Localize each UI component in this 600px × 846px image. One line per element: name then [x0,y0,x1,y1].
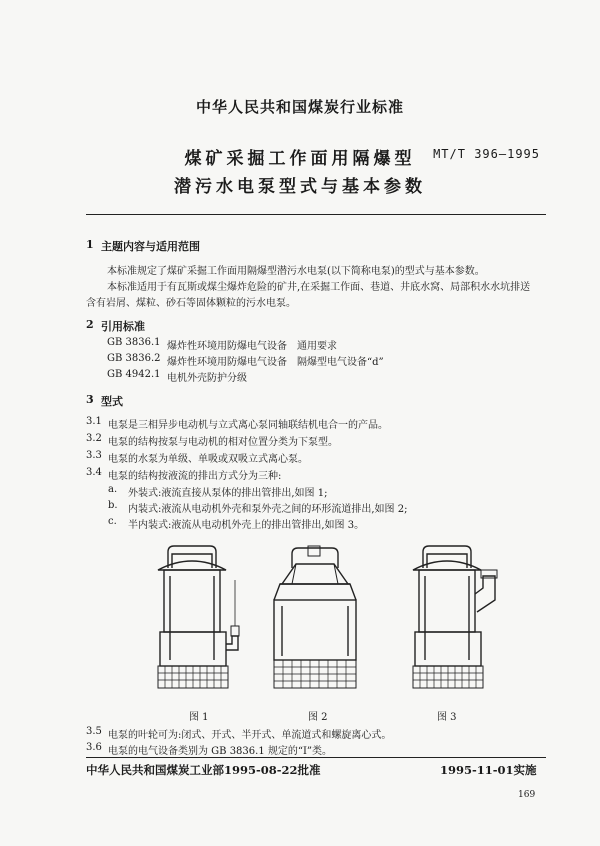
header-rule [86,214,546,215]
section-1-para-2-line-2: 含有岩屑、煤粒、砂石等固体颗粒的污水电泵。 [86,298,296,309]
clause-text: 电泵是三相异步电动机与立式离心泵同轴联结机电合一的产品。 [108,420,388,431]
section-3-heading: 型式 [101,395,123,408]
clause-text: 电泵的结构按泵与电动机的相对位置分类为下泵型。 [108,437,338,448]
clause-text: 电泵的叶轮可为:闭式、开式、半开式、单流道式和螺旋离心式。 [108,730,392,741]
figure-2-internal-discharge-pump [260,540,370,705]
footer-rule [86,757,546,758]
subitem-label: a. [108,484,118,495]
clause-number: 3.1 [86,416,102,427]
section-2-number: 2 [86,318,94,331]
standard-number: MT/T 396—1995 [433,147,540,161]
section-1-heading: 主题内容与适用范围 [101,240,200,253]
issuing-authority-header: 中华人民共和国煤炭行业标准 [195,98,404,116]
clause-text: 电泵的电气设备类别为 GB 3836.1 规定的“I”类。 [108,746,333,757]
ref-title: 爆炸性环境用防爆电气设备 隔爆型电气设备“d” [167,357,384,368]
subitem-text: 外装式:液流直接从泵体的排出管排出,如图 1; [128,488,328,499]
clause-number: 3.6 [86,742,102,753]
figure-3-semi-internal-discharge-pump [395,540,505,705]
subitem-text: 半内装式:液流从电动机外壳上的排出管排出,如图 3。 [128,520,365,531]
page-number: 169 [518,790,536,800]
title-line-1: 煤矿采掘工作面用隔爆型 [184,149,416,169]
clause-text: 电泵的结构按液流的排出方式分为三种: [108,471,282,482]
section-1-para-1: 本标准规定了煤矿采掘工作面用隔爆型潜污水电泵(以下简称电泵)的型式与基本参数。 [107,266,485,277]
clause-number: 3.5 [86,726,102,737]
subitem-label: b. [108,500,118,511]
section-3-number: 3 [86,393,94,406]
clause-text: 电泵的水泵为单级、单吸或双吸立式离心泵。 [108,454,308,465]
ref-title: 爆炸性环境用防爆电气设备 通用要求 [167,341,337,352]
ref-code: GB 3836.1 [107,337,161,348]
section-1-number: 1 [86,238,94,251]
figure-1-external-discharge-pump [140,540,250,705]
clause-number: 3.4 [86,467,102,478]
effective-date: 1995-11-01实施 [440,763,537,777]
ref-title: 电机外壳防护分级 [167,373,247,384]
approval-line: 中华人民共和国煤炭工业部1995-08-22批准 [86,763,321,777]
subitem-label: c. [108,516,117,527]
figure-1-caption: 图 1 [189,712,209,723]
clause-number: 3.3 [86,450,102,461]
figure-2-caption: 图 2 [308,712,328,723]
ref-code: GB 3836.2 [107,353,161,364]
subitem-text: 内装式:液流从电动机外壳和泵外壳之间的环形流道排出,如图 2; [128,504,408,515]
ref-code: GB 4942.1 [107,369,161,380]
section-1-para-2-line-1: 本标准适用于有瓦斯或煤尘爆炸危险的矿井,在采掘工作面、巷道、井底水窝、局部积水水坑排送 [107,282,531,293]
figure-3-caption: 图 3 [437,712,457,723]
section-2-heading: 引用标准 [101,320,145,333]
title-line-2: 潜污水电泵型式与基本参数 [174,177,426,197]
clause-number: 3.2 [86,433,102,444]
